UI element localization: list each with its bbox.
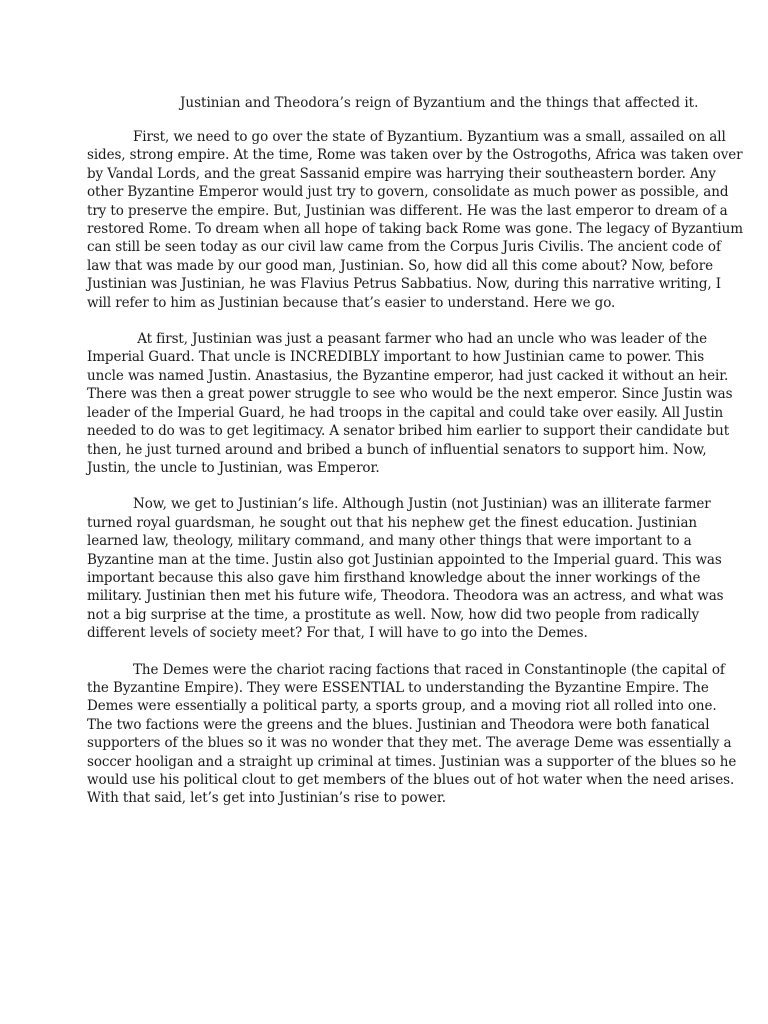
text-line: Demes were essentially a political party, a sports group, and a moving riot all rolled into one.	[87, 698, 717, 715]
text-line: The Demes were the chariot racing factions that raced in Constantinople (the capital of	[133, 661, 725, 678]
text-line: Now, we get to Justinian’s life. Although Justin (not Justinian) was an illiterate farmer	[133, 496, 711, 513]
text-line: uncle was named Justin. Anastasius, the Byzantine emperor, had just cacked it without an heir.	[87, 367, 729, 384]
text-line: can still be seen today as our civil law came from the Corpus Juris Civilis. The ancient code of	[87, 239, 721, 256]
text-line: supporters of the blues so it was no wonder that they met. The average Deme was essentially a	[87, 735, 732, 752]
text-line: military. Justinian then met his future wife, Theodora. Theodora was an actress, and what was	[87, 588, 724, 605]
text-line: try to preserve the empire. But, Justinian was different. He was the last emperor to dream of a	[87, 202, 728, 219]
paragraph-4	[87, 661, 737, 808]
text-line: Justin, the uncle to Justinian, was Emperor.	[87, 459, 380, 476]
text-line: learned law, theology, military command, and many other things that were important to a	[87, 533, 692, 550]
text-line: other Byzantine Emperor would just try to govern, consolidate as much power as possible, and	[87, 184, 729, 201]
text-line: turned royal guardsman, he sought out that his nephew get the finest education. Justinian	[87, 514, 697, 531]
document-body	[87, 128, 743, 826]
text-line: The two factions were the greens and the blues. Justinian and Theodora were both fanatical	[87, 716, 710, 733]
paragraph-3	[87, 495, 727, 642]
text-line: First, we need to go over the state of Byzantium. Byzantium was a small, assailed on all	[133, 129, 726, 145]
text-line: needed to do was to get legitimacy. A senator bribed him earlier to support their candidate but	[87, 423, 730, 440]
text-line: soccer hooligan and a straight up criminal at times. Justinian was a supporter of the blues so he	[87, 753, 737, 770]
text-line: At first, Justinian was just a peasant farmer who had an uncle who was leader of the	[133, 331, 708, 348]
text-line: There was then a great power struggle to see who would be the next emperor. Since Justin was	[87, 386, 733, 403]
text-line: Byzantine man at the time. Justin also got Justinian appointed to the Imperial guard. This was	[87, 551, 722, 568]
text-line: Imperial Guard. That uncle is INCREDIBLY important to how Justinian came to power. This	[87, 349, 705, 366]
text-line: Justinian was Justinian, he was Flavius Petrus Sabbatius. Now, during this narrative writing, I	[87, 276, 722, 293]
text-line: law that was made by our good man, Justinian. So, how did all this come about? Now, before	[87, 257, 713, 274]
text-line: With that said, let’s get into Justinian’s rise to power.	[87, 790, 446, 807]
paragraph-1	[87, 128, 743, 312]
text-line: not a big surprise at the time, a prostitute as well. Now, how did two people from radically	[87, 606, 700, 623]
text-line: different levels of society meet? For that, I will have to go into the Demes.	[87, 625, 588, 642]
text-line: sides, strong empire. At the time, Rome was taken over by the Ostrogoths, Africa was taken over	[87, 147, 743, 164]
paragraph-2	[87, 330, 733, 477]
text-line: restored Rome. To dream when all hope of taking back Rome was gone. The legacy of Byzantium	[87, 221, 743, 238]
document-title: Justinian and Theodora’s reign of Byzantium and the things that affected it.	[180, 95, 699, 111]
text-line: would use his political clout to get members of the blues out of hot water when the need arises.	[87, 772, 735, 788]
text-line: leader of the Imperial Guard, he had troops in the capital and could take over easily. All Justin	[87, 404, 724, 421]
text-line: important because this also gave him firsthand knowledge about the inner workings of the	[87, 569, 701, 586]
text-line: by Vandal Lords, and the great Sassanid empire was harrying their southeastern border. Any	[87, 165, 716, 182]
text-line: will refer to him as Justinian because that’s easier to understand. Here we go.	[87, 294, 616, 311]
text-line: the Byzantine Empire). They were ESSENTIAL to understanding the Byzantine Empire. The	[87, 679, 709, 696]
text-line: then, he just turned around and bribed a bunch of influential senators to support him. Now,	[87, 441, 707, 458]
